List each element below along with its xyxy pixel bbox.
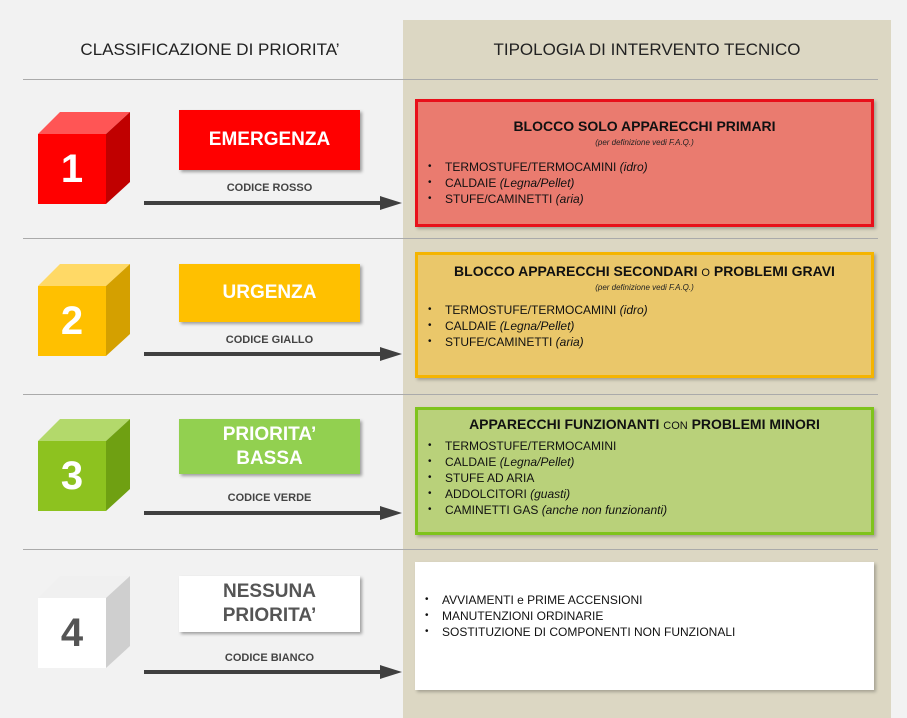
priority-label-box xyxy=(179,264,360,322)
priority-label-line1: PRIORITA’ xyxy=(222,423,317,445)
intervention-box xyxy=(415,562,874,690)
intervention-title-main: BLOCCO APPARECCHI SECONDARI xyxy=(454,263,698,279)
divider xyxy=(23,394,878,395)
list-item-text: SOSTITUZIONE DI COMPONENTI NON FUNZIONALI xyxy=(442,625,736,639)
divider xyxy=(23,79,878,80)
list-item xyxy=(415,624,874,640)
list-item xyxy=(418,302,871,318)
priority-cube-1 xyxy=(38,112,130,204)
priority-classification-header: CLASSIFICAZIONE DI PRIORITA’ xyxy=(80,40,340,59)
list-item-note: (Legna/Pellet) xyxy=(499,176,575,190)
list-item-text: CALDAIE xyxy=(445,176,500,190)
intervention-title xyxy=(418,263,871,279)
priority-cube-4 xyxy=(38,576,130,668)
arrow-icon xyxy=(144,506,402,520)
list-item xyxy=(418,175,871,191)
list-item-note: (Legna/Pellet) xyxy=(499,455,575,469)
priority-label-box xyxy=(179,576,360,632)
list-item-text: TERMOSTUFE/TERMOCAMINI xyxy=(445,160,620,174)
intervention-box xyxy=(415,99,874,227)
list-item-text: ADDOLCITORI xyxy=(445,487,531,501)
arrow-icon xyxy=(144,665,402,679)
list-item-text: CALDAIE xyxy=(445,455,500,469)
appliance-list xyxy=(418,302,871,350)
list-item-text: STUFE/CAMINETTI xyxy=(445,192,556,206)
priority-number: 1 xyxy=(60,146,84,191)
arrow-icon xyxy=(144,196,402,210)
list-item xyxy=(418,438,871,454)
priority-label-line1: URGENZA xyxy=(222,282,317,303)
list-item xyxy=(418,334,871,350)
list-item-text: TERMOSTUFE/TERMOCAMINI xyxy=(445,303,620,317)
list-item xyxy=(418,470,871,486)
list-item-text: MANUTENZIONI ORDINARIE xyxy=(442,609,604,623)
priority-label-box xyxy=(179,110,360,170)
color-code-label: CODICE BIANCO xyxy=(224,652,315,664)
color-code-label: CODICE ROSSO xyxy=(226,182,313,194)
intervention-title xyxy=(418,118,871,134)
priority-label-line1: EMERGENZA xyxy=(208,129,331,150)
priority-label-line1: NESSUNA xyxy=(223,581,316,602)
intervention-title-main: APPARECCHI FUNZIONANTI xyxy=(469,416,660,432)
priority-cube-3 xyxy=(38,419,130,511)
priority-number: 2 xyxy=(60,298,84,343)
intervention-title xyxy=(418,416,871,432)
faq-reference-note: (per definizione vedi F.A.Q.) xyxy=(595,283,694,292)
list-item-text: TERMOSTUFE/TERMOCAMINI xyxy=(445,439,617,453)
intervention-box xyxy=(415,252,874,378)
list-item xyxy=(418,486,871,502)
list-item-note: (aria) xyxy=(555,192,584,206)
faq-reference-note: (per definizione vedi F.A.Q.) xyxy=(595,138,694,147)
color-code-label: CODICE GIALLO xyxy=(225,334,314,346)
list-item-note: (anche non funzionanti) xyxy=(541,503,668,517)
list-item-note: (idro) xyxy=(619,303,648,317)
list-item-note: (aria) xyxy=(555,335,584,349)
appliance-list xyxy=(415,592,874,640)
list-item-note: (guasti) xyxy=(530,487,571,501)
priority-label-box xyxy=(179,419,360,474)
appliance-list xyxy=(418,438,871,518)
list-item-text: STUFE AD ARIA xyxy=(445,471,535,485)
list-item xyxy=(415,592,874,608)
priority-number: 4 xyxy=(60,610,84,655)
priority-number: 3 xyxy=(60,453,84,498)
list-item xyxy=(418,502,871,518)
intervention-title-secondary: PROBLEMI GRAVI xyxy=(713,263,835,279)
list-item-note: (idro) xyxy=(619,160,648,174)
list-item-note: (Legna/Pellet) xyxy=(499,319,575,333)
intervention-type-header: TIPOLOGIA DI INTERVENTO TECNICO xyxy=(493,40,801,59)
intervention-title-main: BLOCCO SOLO APPARECCHI PRIMARI xyxy=(513,118,776,134)
color-code-label: CODICE VERDE xyxy=(227,492,312,504)
priority-label-line2: BASSA xyxy=(236,447,303,469)
list-item-text: AVVIAMENTI e PRIME ACCENSIONI xyxy=(442,593,643,607)
list-item-text: CAMINETTI GAS xyxy=(445,503,542,517)
list-item xyxy=(418,191,871,207)
intervention-title-connector: O xyxy=(701,267,710,279)
divider xyxy=(23,238,878,239)
list-item xyxy=(418,318,871,334)
intervention-box xyxy=(415,407,874,535)
priority-label-line2: PRIORITA’ xyxy=(222,605,317,626)
list-item-text: STUFE/CAMINETTI xyxy=(445,335,556,349)
list-item xyxy=(415,608,874,624)
appliance-list xyxy=(418,159,871,207)
list-item xyxy=(418,159,871,175)
divider xyxy=(23,549,878,550)
intervention-title-connector: CON xyxy=(663,420,688,432)
list-item-text: CALDAIE xyxy=(445,319,500,333)
list-item xyxy=(418,454,871,470)
intervention-title-secondary: PROBLEMI MINORI xyxy=(691,416,820,432)
priority-cube-2 xyxy=(38,264,130,356)
arrow-icon xyxy=(144,347,402,361)
